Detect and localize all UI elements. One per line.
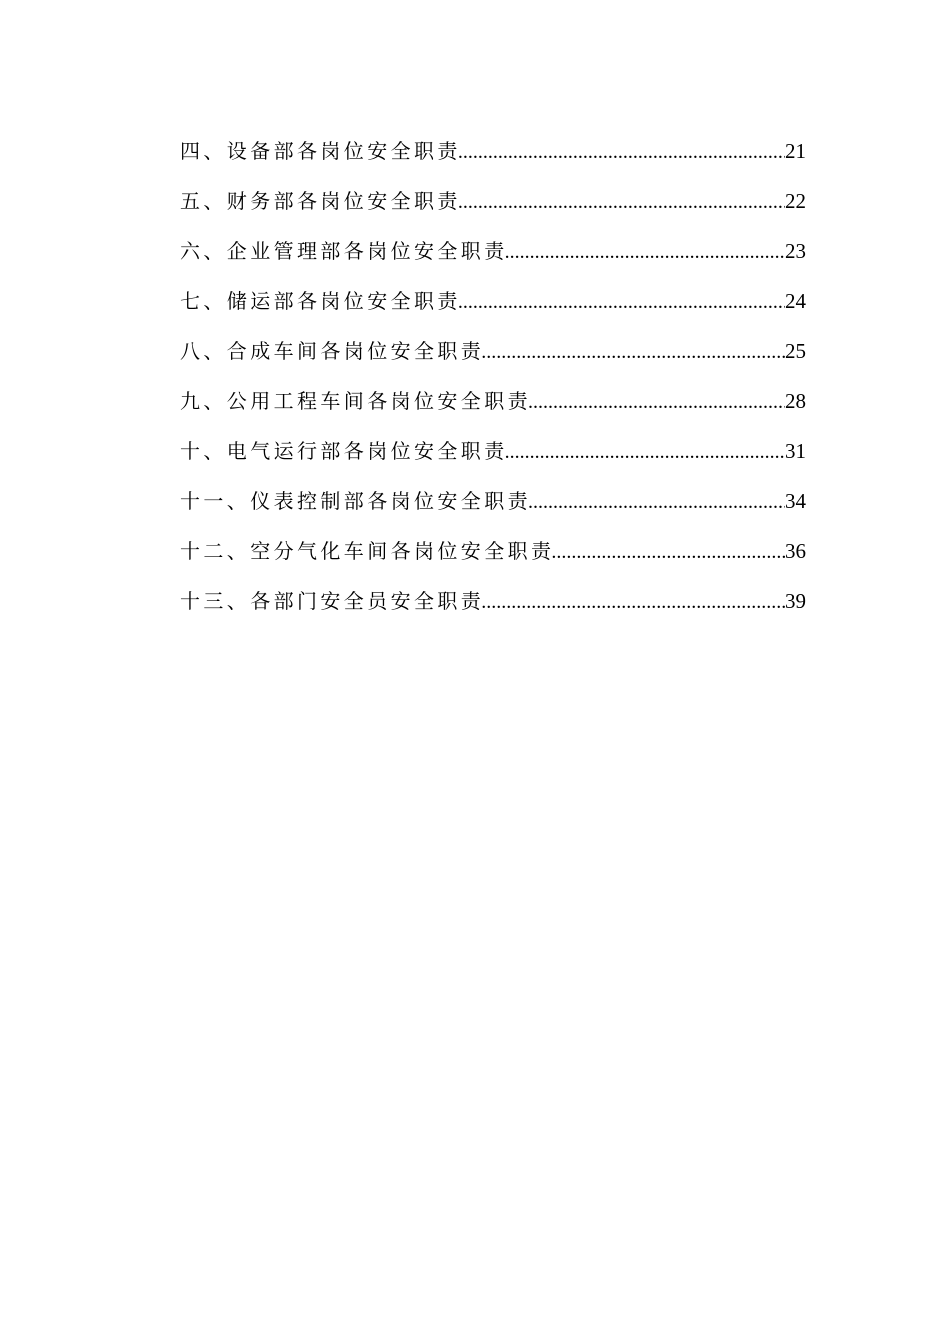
toc-dot-leader bbox=[481, 584, 785, 620]
toc-page-number: 36 bbox=[785, 539, 806, 563]
toc-dot-leader bbox=[458, 134, 785, 170]
toc-dot-leader bbox=[481, 334, 785, 370]
toc-entry[interactable] bbox=[180, 483, 806, 533]
toc-entry[interactable] bbox=[180, 133, 806, 183]
toc-dot-leader bbox=[528, 384, 785, 420]
toc-page-number: 31 bbox=[785, 439, 806, 463]
toc-dot-leader bbox=[458, 284, 785, 320]
toc-entry-title: 十、电气运行部各岗位安全职责 bbox=[180, 439, 508, 463]
toc-entry-title: 七、储运部各岗位安全职责 bbox=[180, 289, 461, 313]
toc-entry-title: 四、设备部各岗位安全职责 bbox=[180, 139, 461, 163]
toc-entry-title: 五、财务部各岗位安全职责 bbox=[180, 189, 461, 213]
toc-entry[interactable] bbox=[180, 283, 806, 333]
toc-dot-leader bbox=[528, 484, 785, 520]
toc-page-number: 25 bbox=[785, 339, 806, 363]
toc-entry[interactable] bbox=[180, 183, 806, 233]
toc-entry-title: 十二、空分气化车间各岗位安全职责 bbox=[180, 539, 555, 563]
toc-entry-title: 十一、仪表控制部各岗位安全职责 bbox=[180, 489, 531, 513]
toc-entry[interactable] bbox=[180, 533, 806, 583]
table-of-contents bbox=[180, 133, 806, 633]
toc-dot-leader bbox=[505, 234, 785, 270]
toc-dot-leader bbox=[505, 434, 785, 470]
toc-entry[interactable] bbox=[180, 333, 806, 383]
toc-page-number: 23 bbox=[785, 239, 806, 263]
toc-page-number: 34 bbox=[785, 489, 806, 513]
toc-entry-title: 八、合成车间各岗位安全职责 bbox=[180, 339, 485, 363]
toc-entry-title: 六、企业管理部各岗位安全职责 bbox=[180, 239, 508, 263]
toc-page-number: 28 bbox=[785, 389, 806, 413]
toc-dot-leader bbox=[458, 184, 785, 220]
toc-page-number: 21 bbox=[785, 139, 806, 163]
toc-entry[interactable] bbox=[180, 433, 806, 483]
toc-page-number: 22 bbox=[785, 189, 806, 213]
toc-dot-leader bbox=[551, 534, 785, 570]
toc-page-number: 39 bbox=[785, 589, 806, 613]
toc-entry-title: 十三、各部门安全员安全职责 bbox=[180, 589, 485, 613]
toc-entry-title: 九、公用工程车间各岗位安全职责 bbox=[180, 389, 531, 413]
toc-page-number: 24 bbox=[785, 289, 806, 313]
toc-entry[interactable] bbox=[180, 583, 806, 633]
toc-entry[interactable] bbox=[180, 383, 806, 433]
toc-entry[interactable] bbox=[180, 233, 806, 283]
